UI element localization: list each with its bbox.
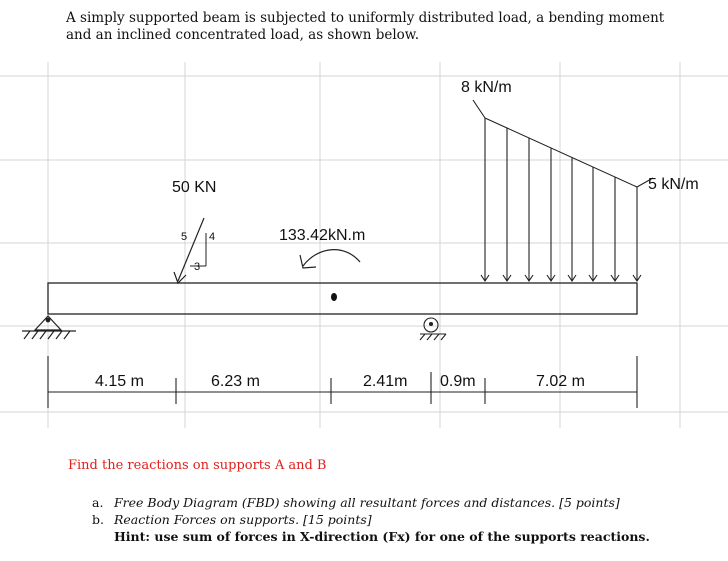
pin-support-a xyxy=(22,316,76,339)
task-list xyxy=(92,494,712,545)
task-item-b-text: Reaction Forces on supports. [15 points] xyxy=(114,512,372,527)
moment-label: 133.42kN.m xyxy=(279,227,366,244)
dimension-6-23: 6.23 m xyxy=(211,373,260,390)
dimension-0-9: 0.9m xyxy=(440,373,476,390)
dimension-4-15: 4.15 m xyxy=(95,373,144,390)
problem-intro: A simply supported beam is subjected to uniformly distributed load, a bending moment and an inclined concentrated load, as shown below. xyxy=(66,10,665,43)
dimension-2-41: 2.41m xyxy=(363,373,408,390)
udl-left-label: 8 kN/m xyxy=(461,79,512,96)
slope-vertical: 4 xyxy=(209,231,216,243)
distributed-load xyxy=(461,79,699,281)
task-statement: Find the reactions on supports A and B xyxy=(68,458,327,473)
point-load-label: 50 KN xyxy=(172,179,217,196)
slope-hypotenuse: 5 xyxy=(181,231,188,243)
bending-moment xyxy=(279,227,365,301)
dimension-7-02: 7.02 m xyxy=(536,373,585,390)
task-item-a-marker: a. xyxy=(92,495,104,510)
roller-support-b xyxy=(420,318,446,340)
task-item-b-marker: b. xyxy=(92,512,104,527)
task-item-a-text: Free Body Diagram (FBD) showing all resultant forces and distances. [5 points] xyxy=(114,495,620,510)
task-item-a xyxy=(92,494,712,511)
task-item-b xyxy=(92,511,712,528)
slope-horizontal: 3 xyxy=(194,261,201,273)
inclined-point-load xyxy=(172,179,216,283)
beam xyxy=(48,283,637,314)
hint-text: Hint: use sum of forces in X-direction (Fx) for one of the supports reactions. xyxy=(114,529,650,544)
udl-right-label: 5 kN/m xyxy=(648,176,699,193)
